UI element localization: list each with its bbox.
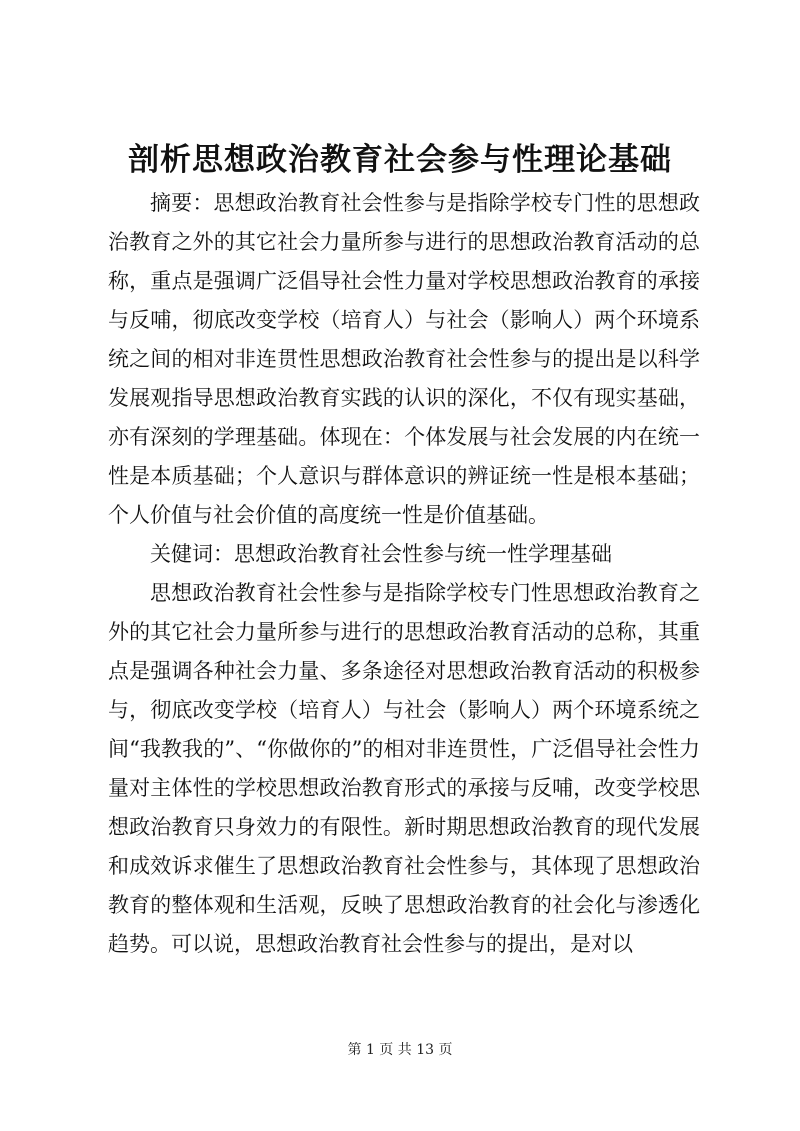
document-title: 剖析思想政治教育社会参与性理论基础 [128, 142, 672, 178]
body-paragraph: 思想政治教育社会性参与是指除学校专门性思想政治教育之外的其它社会力量所参与进行的思想政治教育活动的总称，其重点是强调各种社会力量、多条途径对思想政治教育活动的积极参与，彻底改变学校（培育人）与社会（影响人）两个环境系统之间“我教我的”、“你做你的”的相对非连贯性，广泛倡导社会性力量对主体性的学校思想政治教育形式的承接与反哺，改变学校思想政治教育只身效力的有限性。新时期思想政治教育的现代发展和成效诉求催生了思想政治教育社会性参与，其体现了思想政治教育的整体观和生活观，反映了思想政治教育的社会化与渗透化趋势。可以说，思想政治教育社会性参与的提出，是对以 [108, 581, 700, 956]
page-footer: 第 1 页 共 13 页 [347, 1042, 453, 1058]
document-body [108, 184, 700, 964]
abstract-paragraph: 摘要：思想政治教育社会性参与是指除学校专门性的思想政治教育之外的其它社会力量所参与进行的思想政治教育活动的总称，重点是强调广泛倡导社会性力量对学校思想政治教育的承接与反哺，彻底改变学校（培育人）与社会（影响人）两个环境系统之间的相对非连贯性思想政治教育社会性参与的提出是以科学发展观指导思想政治教育实践的认识的深化，不仅有现实基础，亦有深刻的学理基础。体现在：个体发展与社会发展的内在统一性是本质基础；个人意识与群体意识的辨证统一性是根本基础；个人价值与社会价值的高度统一性是价值基础。 [108, 191, 700, 527]
keywords-paragraph: 关健词：思想政治教育社会性参与统一性学理基础 [150, 542, 612, 566]
